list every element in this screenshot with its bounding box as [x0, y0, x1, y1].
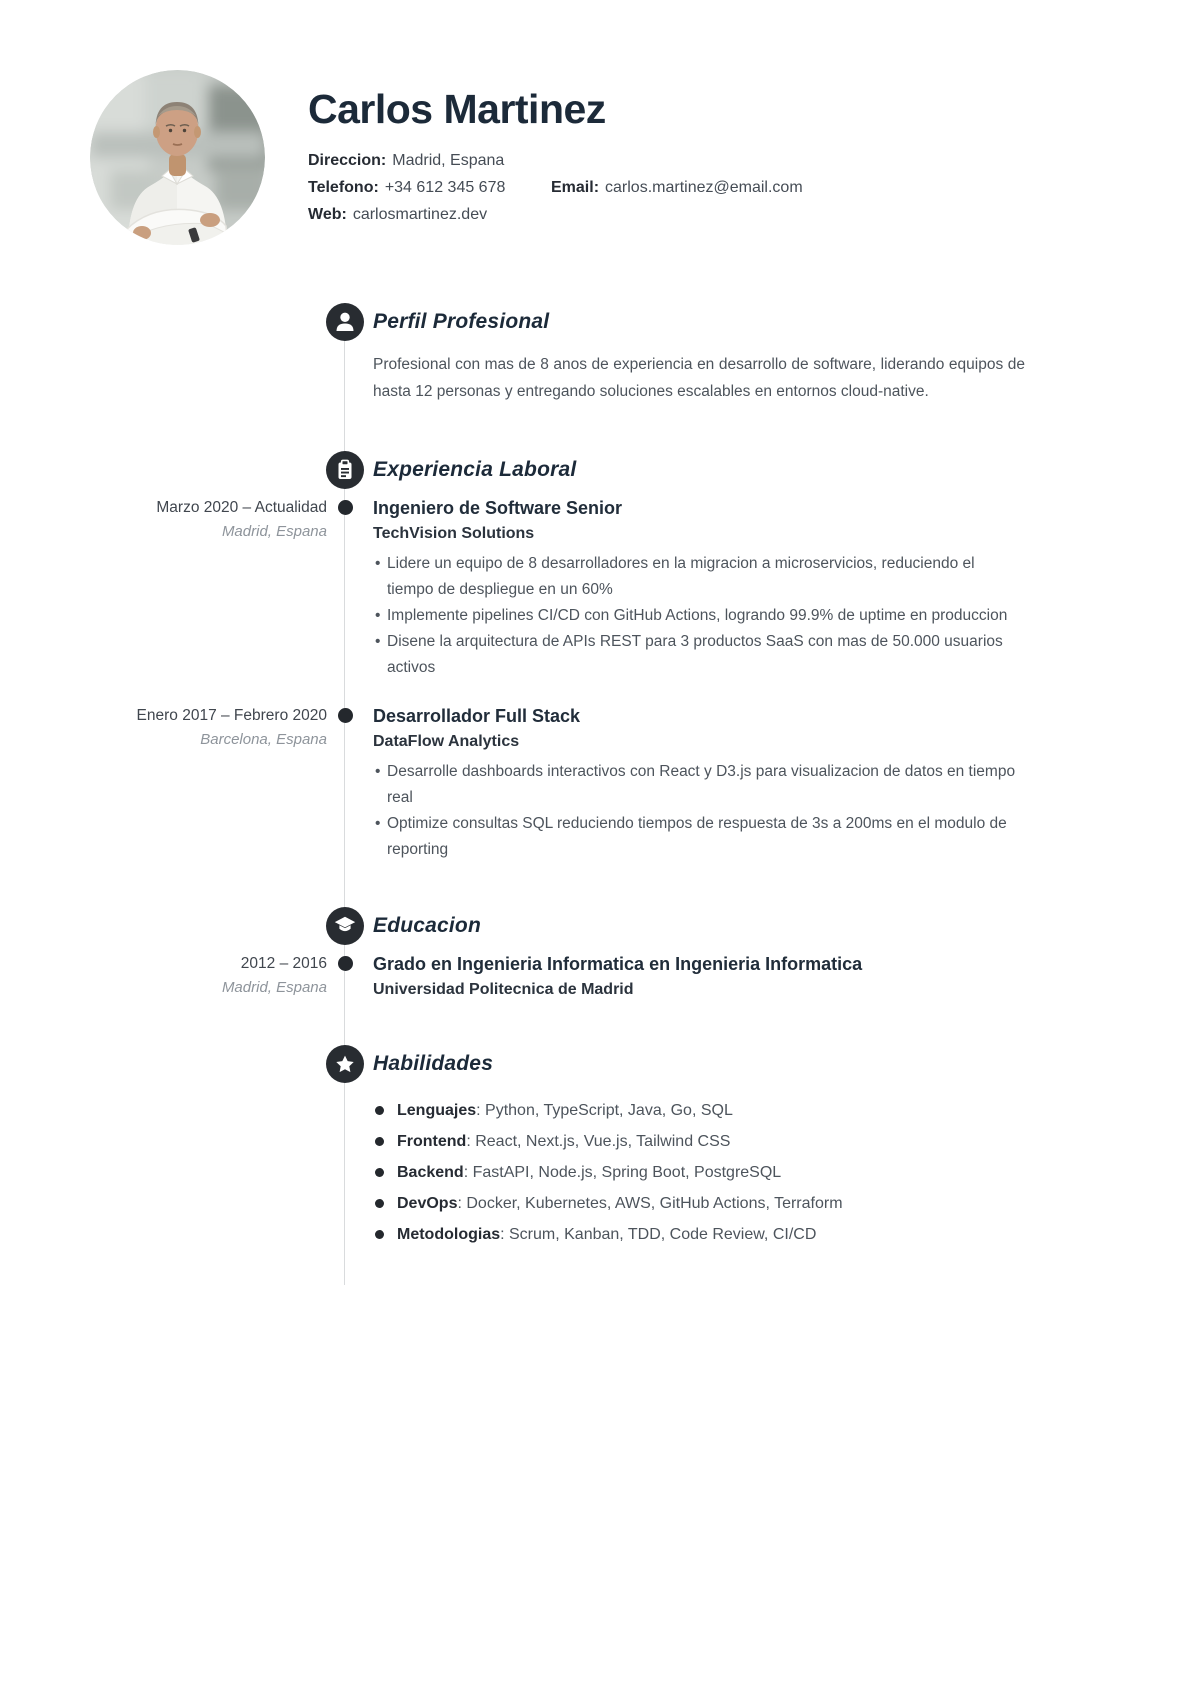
section-heading-experience	[373, 451, 1025, 489]
company-name: TechVision Solutions	[373, 525, 535, 542]
profile-photo-illustration	[90, 70, 265, 245]
section-heading-skills	[373, 1045, 1025, 1083]
name-heading: Carlos Martinez	[308, 86, 606, 132]
skill-label: Lenguajes	[397, 1102, 477, 1119]
school-name: Universidad Politecnica de Madrid	[373, 981, 634, 998]
skill-value: : Scrum, Kanban, TDD, Code Review, CI/CD	[500, 1226, 816, 1243]
job-bullet-list	[373, 759, 1025, 863]
clipboard-icon	[326, 451, 364, 489]
entry-dates	[47, 952, 327, 1000]
company-name: DataFlow Analytics	[373, 733, 520, 750]
profile-summary: Profesional con mas de 8 anos de experiencia en desarrollo de software, liderando equipos de hasta 12 personas y entregando soluciones escalables en entornos cloud-native.	[373, 356, 1025, 400]
job-bullet: • Optimize consultas SQL reduciendo tiempos de respuesta de 3s a 200ms en el modulo de reporting	[373, 811, 1025, 863]
section-heading-profile	[373, 303, 1025, 341]
profile-title: Perfil Profesional	[373, 310, 550, 333]
skills-title: Habilidades	[373, 1052, 494, 1075]
skill-value: : FastAPI, Node.js, Spring Boot, PostgreSQL	[464, 1164, 781, 1181]
education-title: Educacion	[373, 914, 481, 937]
phone-value: +34 612 345 678	[384, 179, 506, 197]
profile-photo	[90, 70, 265, 245]
experience-title: Experiencia Laboral	[373, 458, 577, 481]
graduation-cap-icon	[326, 907, 364, 945]
skill-item	[373, 1157, 1025, 1188]
email-label: Email:	[551, 179, 600, 197]
entry-dates	[47, 704, 327, 752]
experience-entry	[156, 495, 1025, 681]
degree-title: Grado en Ingenieria Informatica en Ingenieria Informatica	[373, 954, 863, 974]
job-bullet: • Implemente pipelines CI/CD con GitHub Actions, logrando 99.9% de uptime en produccion	[373, 603, 1025, 629]
skills-list	[373, 1095, 1025, 1250]
job-bullet: • Lidere un equipo de 8 desarrolladores en la migracion a microservicios, reduciendo el tiempo de despliegue en un 60%	[373, 551, 1025, 603]
skill-value: : Python, TypeScript, Java, Go, SQL	[476, 1102, 733, 1119]
skill-label: Metodologias	[397, 1226, 501, 1243]
job-bullet-list	[373, 551, 1025, 681]
date-location: Madrid, Espana	[221, 523, 327, 540]
date-location: Madrid, Espana	[221, 979, 327, 996]
date-range: Marzo 2020 – Actualidad	[156, 499, 327, 516]
skill-item	[373, 1126, 1025, 1157]
skill-item	[373, 1188, 1025, 1219]
skill-value: : Docker, Kubernetes, AWS, GitHub Actions, Terraform	[457, 1195, 842, 1212]
address-label: Direccion:	[308, 152, 387, 170]
job-title: Desarrollador Full Stack	[373, 706, 581, 726]
section-heading-education	[373, 907, 1025, 945]
entry-dates	[47, 496, 327, 544]
job-bullet: • Desarrolle dashboards interactivos con React y D3.js para visualizacion de datos en tiempo real	[373, 759, 1025, 811]
skill-label: Frontend	[397, 1133, 467, 1150]
star-icon	[326, 1045, 364, 1083]
skill-item	[373, 1095, 1025, 1126]
education-entry	[221, 951, 1025, 1003]
skill-value: : React, Next.js, Vue.js, Tailwind CSS	[466, 1133, 730, 1150]
date-range: 2012 – 2016	[240, 955, 327, 972]
skill-item	[373, 1219, 1025, 1250]
phone-label: Telefono:	[308, 179, 379, 197]
web-value: carlosmartinez.dev	[352, 206, 488, 224]
skill-label: Backend	[397, 1164, 464, 1181]
person-icon	[326, 303, 364, 341]
web-label: Web:	[308, 206, 347, 224]
date-range: Enero 2017 – Febrero 2020	[136, 707, 327, 724]
date-location: Barcelona, Espana	[200, 731, 327, 748]
email-value: carlos.martinez@email.com	[605, 179, 803, 197]
experience-entry	[136, 703, 1025, 863]
job-bullet: • Disene la arquitectura de APIs REST para 3 productos SaaS con mas de 50.000 usuarios activos	[373, 629, 1025, 681]
job-title: Ingeniero de Software Senior	[373, 498, 623, 518]
address-value: Madrid, Espana	[392, 152, 505, 170]
skill-label: DevOps	[397, 1195, 458, 1212]
